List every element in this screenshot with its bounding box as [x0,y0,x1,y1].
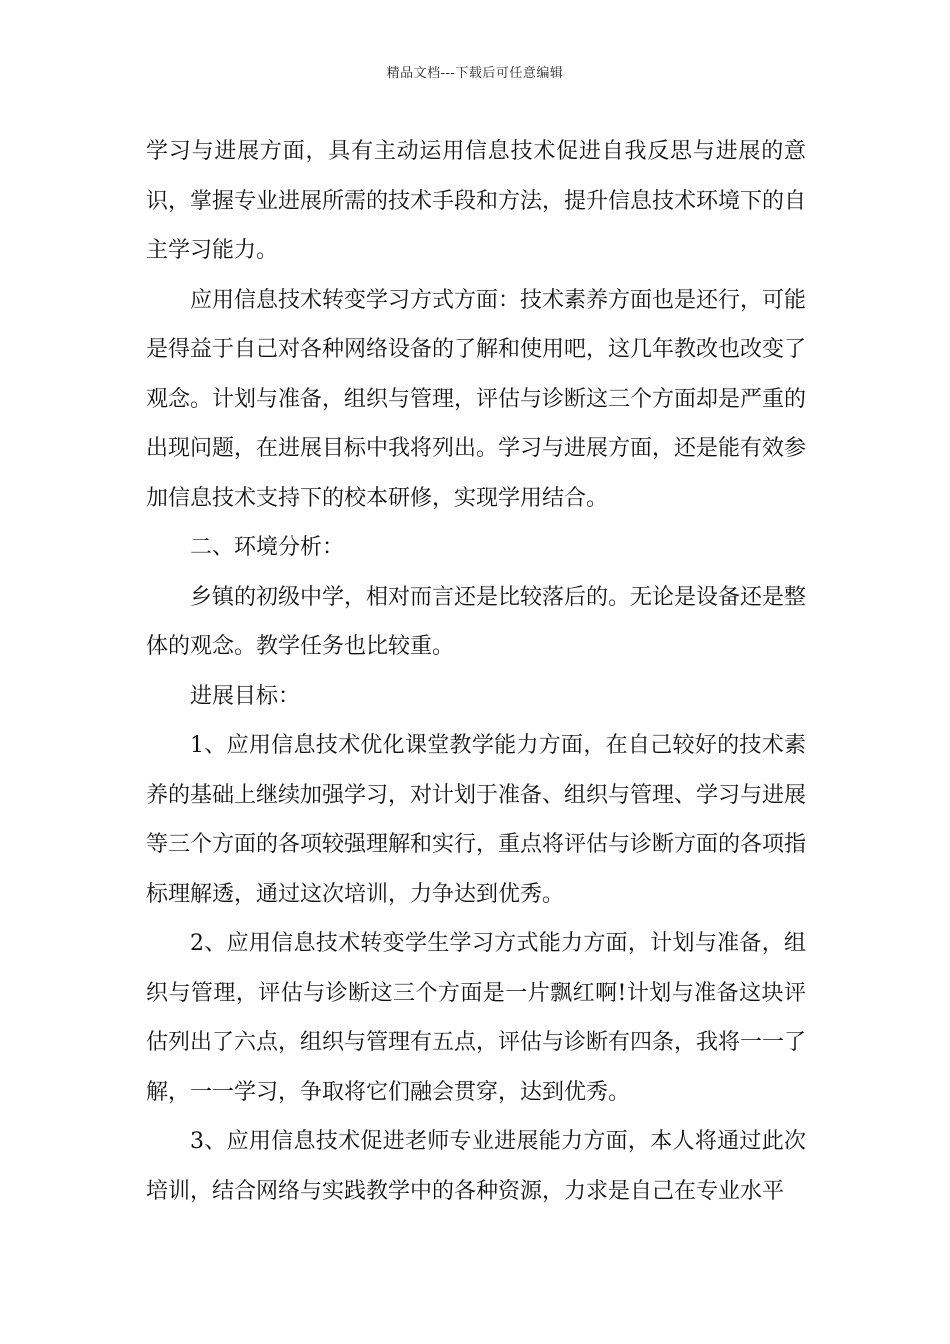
paragraph-environment: 乡镇的初级中学，相对而言还是比较落后的。无论是设备还是整体的观念。教学任务也比较重。 [146,584,807,659]
paragraph-learning-development: 学习与进展方面，具有主动运用信息技术促进自我反思与进展的意识，掌握专业进展所需的技术手段和方法，提升信息技术环境下的自主学习能力。 [146,139,807,263]
document-body [146,127,806,1216]
page-header: 精品文档---下载后可任意编辑 [386,66,564,81]
paragraph-goal-3: 3、应用信息技术促进老师专业进展能力方面，本人将通过此次培训，结合网络与实践教学中的各种资源，力求是自己在专业水平 [146,1129,806,1204]
paragraph-learning-method: 应用信息技术转变学习方式方面：技术素养方面也是还行，可能是得益于自己对各种网络设备的了解和使用吧，这几年教改也改变了观念。计划与准备，组织与管理，评估与诊断这三个方面却是严重的出现问题，在进展目标中我将列出。学习与进展方面，还是能有效参加信息技术支持下的校本研修，实现学用结合。 [146,287,807,511]
heading-environment-analysis: 二、环境分析： [190,535,345,560]
paragraph-goal-1: 1、应用信息技术优化课堂教学能力方面，在自己较好的技术素养的基础上继续加强学习，对计划于准备、组织与管理、学习与进展等三个方面的各项较强理解和实行，重点将评估与诊断方面的各项指标理解透，通过这次培训，力争达到优秀。 [146,733,807,907]
paragraph-goal-2: 2、应用信息技术转变学生学习方式能力方面，计划与准备，组织与管理，评估与诊断这三个方面是一片飘红啊!计划与准备这块评估列出了六点，组织与管理有五点，评估与诊断有四条，我将一一了解，一一学习，争取将它们融会贯穿，达到优秀。 [146,931,807,1105]
heading-development-goals: 进展目标： [190,683,301,709]
